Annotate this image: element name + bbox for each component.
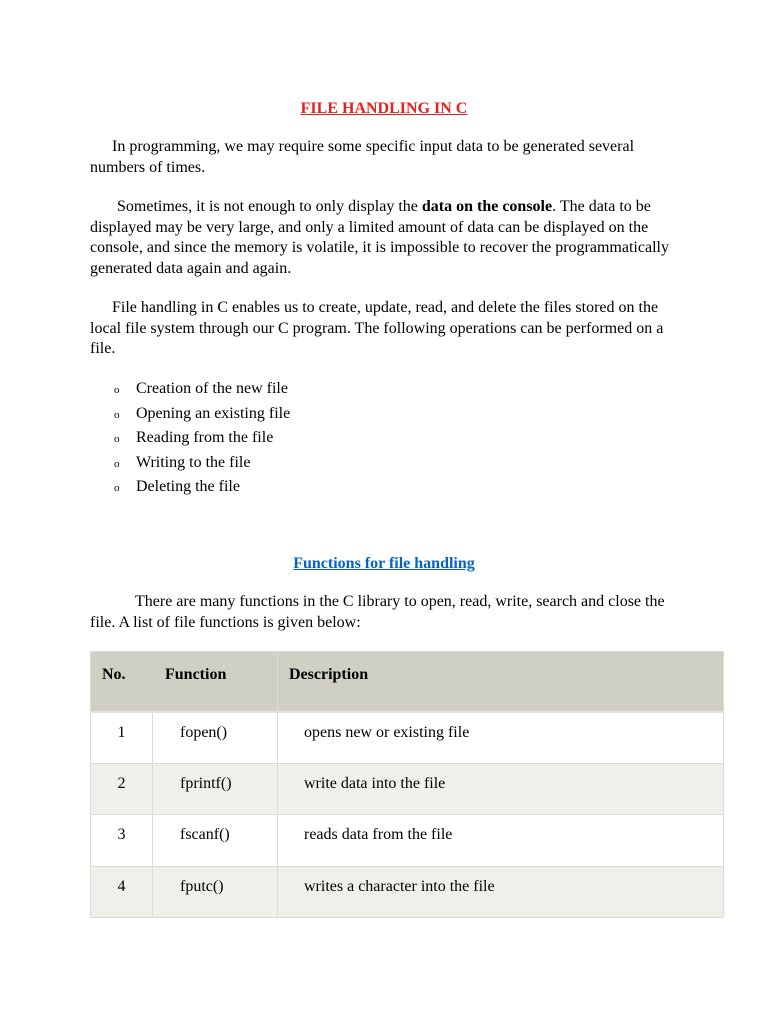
cell-function: fprintf() [153, 763, 278, 815]
table-header-row [91, 652, 724, 712]
cell-no: 4 [91, 866, 153, 918]
cell-description: opens new or existing file [278, 712, 724, 764]
bullet-icon: o [114, 433, 120, 446]
functions-intro-paragraph: There are many functions in the C library to open, read, write, search and close the file. A list of file functions is given below: [90, 593, 665, 631]
console-paragraph [90, 197, 680, 279]
console-paragraph-start: Sometimes, it is not enough to only display the [117, 198, 422, 215]
list-item [114, 453, 290, 478]
bullet-icon: o [114, 482, 120, 495]
list-item [114, 379, 290, 404]
cell-description: write data into the file [278, 763, 724, 815]
file-handling-paragraph: File handling in C enables us to create, update, read, and delete the files stored on the local file system through our C program. The following operations can be performed on a file. [90, 299, 664, 357]
operations-list [114, 379, 290, 502]
cell-no: 3 [91, 815, 153, 867]
list-item-label: Creation of the new file [136, 380, 288, 397]
cell-no: 1 [91, 712, 153, 764]
list-item-label: Reading from the file [136, 429, 274, 447]
cell-function: fopen() [153, 712, 278, 764]
table-row [91, 763, 724, 815]
list-item [114, 428, 290, 453]
list-item-label: Writing to the file [136, 453, 251, 471]
intro-paragraph: In programming, we may require some specific input data to be generated several numbers of times. [90, 138, 635, 176]
list-item [114, 477, 290, 502]
header-no: No. [91, 652, 153, 712]
cell-description: reads data from the file [278, 815, 724, 867]
cell-no: 2 [91, 763, 153, 815]
console-paragraph-end: . The data to be displayed may be very large, and only a limited amount of data can be displayed on the console, and since the memory is volatile, it is impossible to recover the programmatically generated data again and again. [90, 198, 669, 277]
list-item-label: Opening an existing file [136, 404, 291, 422]
cell-description: writes a character into the file [278, 866, 724, 918]
list-item-label: Deleting the file [136, 478, 240, 496]
cell-function: fscanf() [153, 815, 278, 867]
header-function: Function [153, 652, 278, 712]
bullet-icon: o [114, 457, 120, 470]
table-row [91, 712, 724, 764]
header-description: Description [278, 652, 724, 712]
section-subtitle: Functions for file handling [293, 555, 475, 572]
cell-function: fputc() [153, 866, 278, 918]
table-row [91, 815, 724, 867]
list-item [114, 404, 290, 429]
bullet-icon: o [114, 408, 120, 421]
console-paragraph-bold: data on the console [421, 198, 553, 215]
file-functions-table [90, 651, 724, 918]
document-title: FILE HANDLING IN C [300, 100, 468, 117]
table-row [91, 866, 724, 918]
bullet-icon: o [114, 384, 120, 396]
